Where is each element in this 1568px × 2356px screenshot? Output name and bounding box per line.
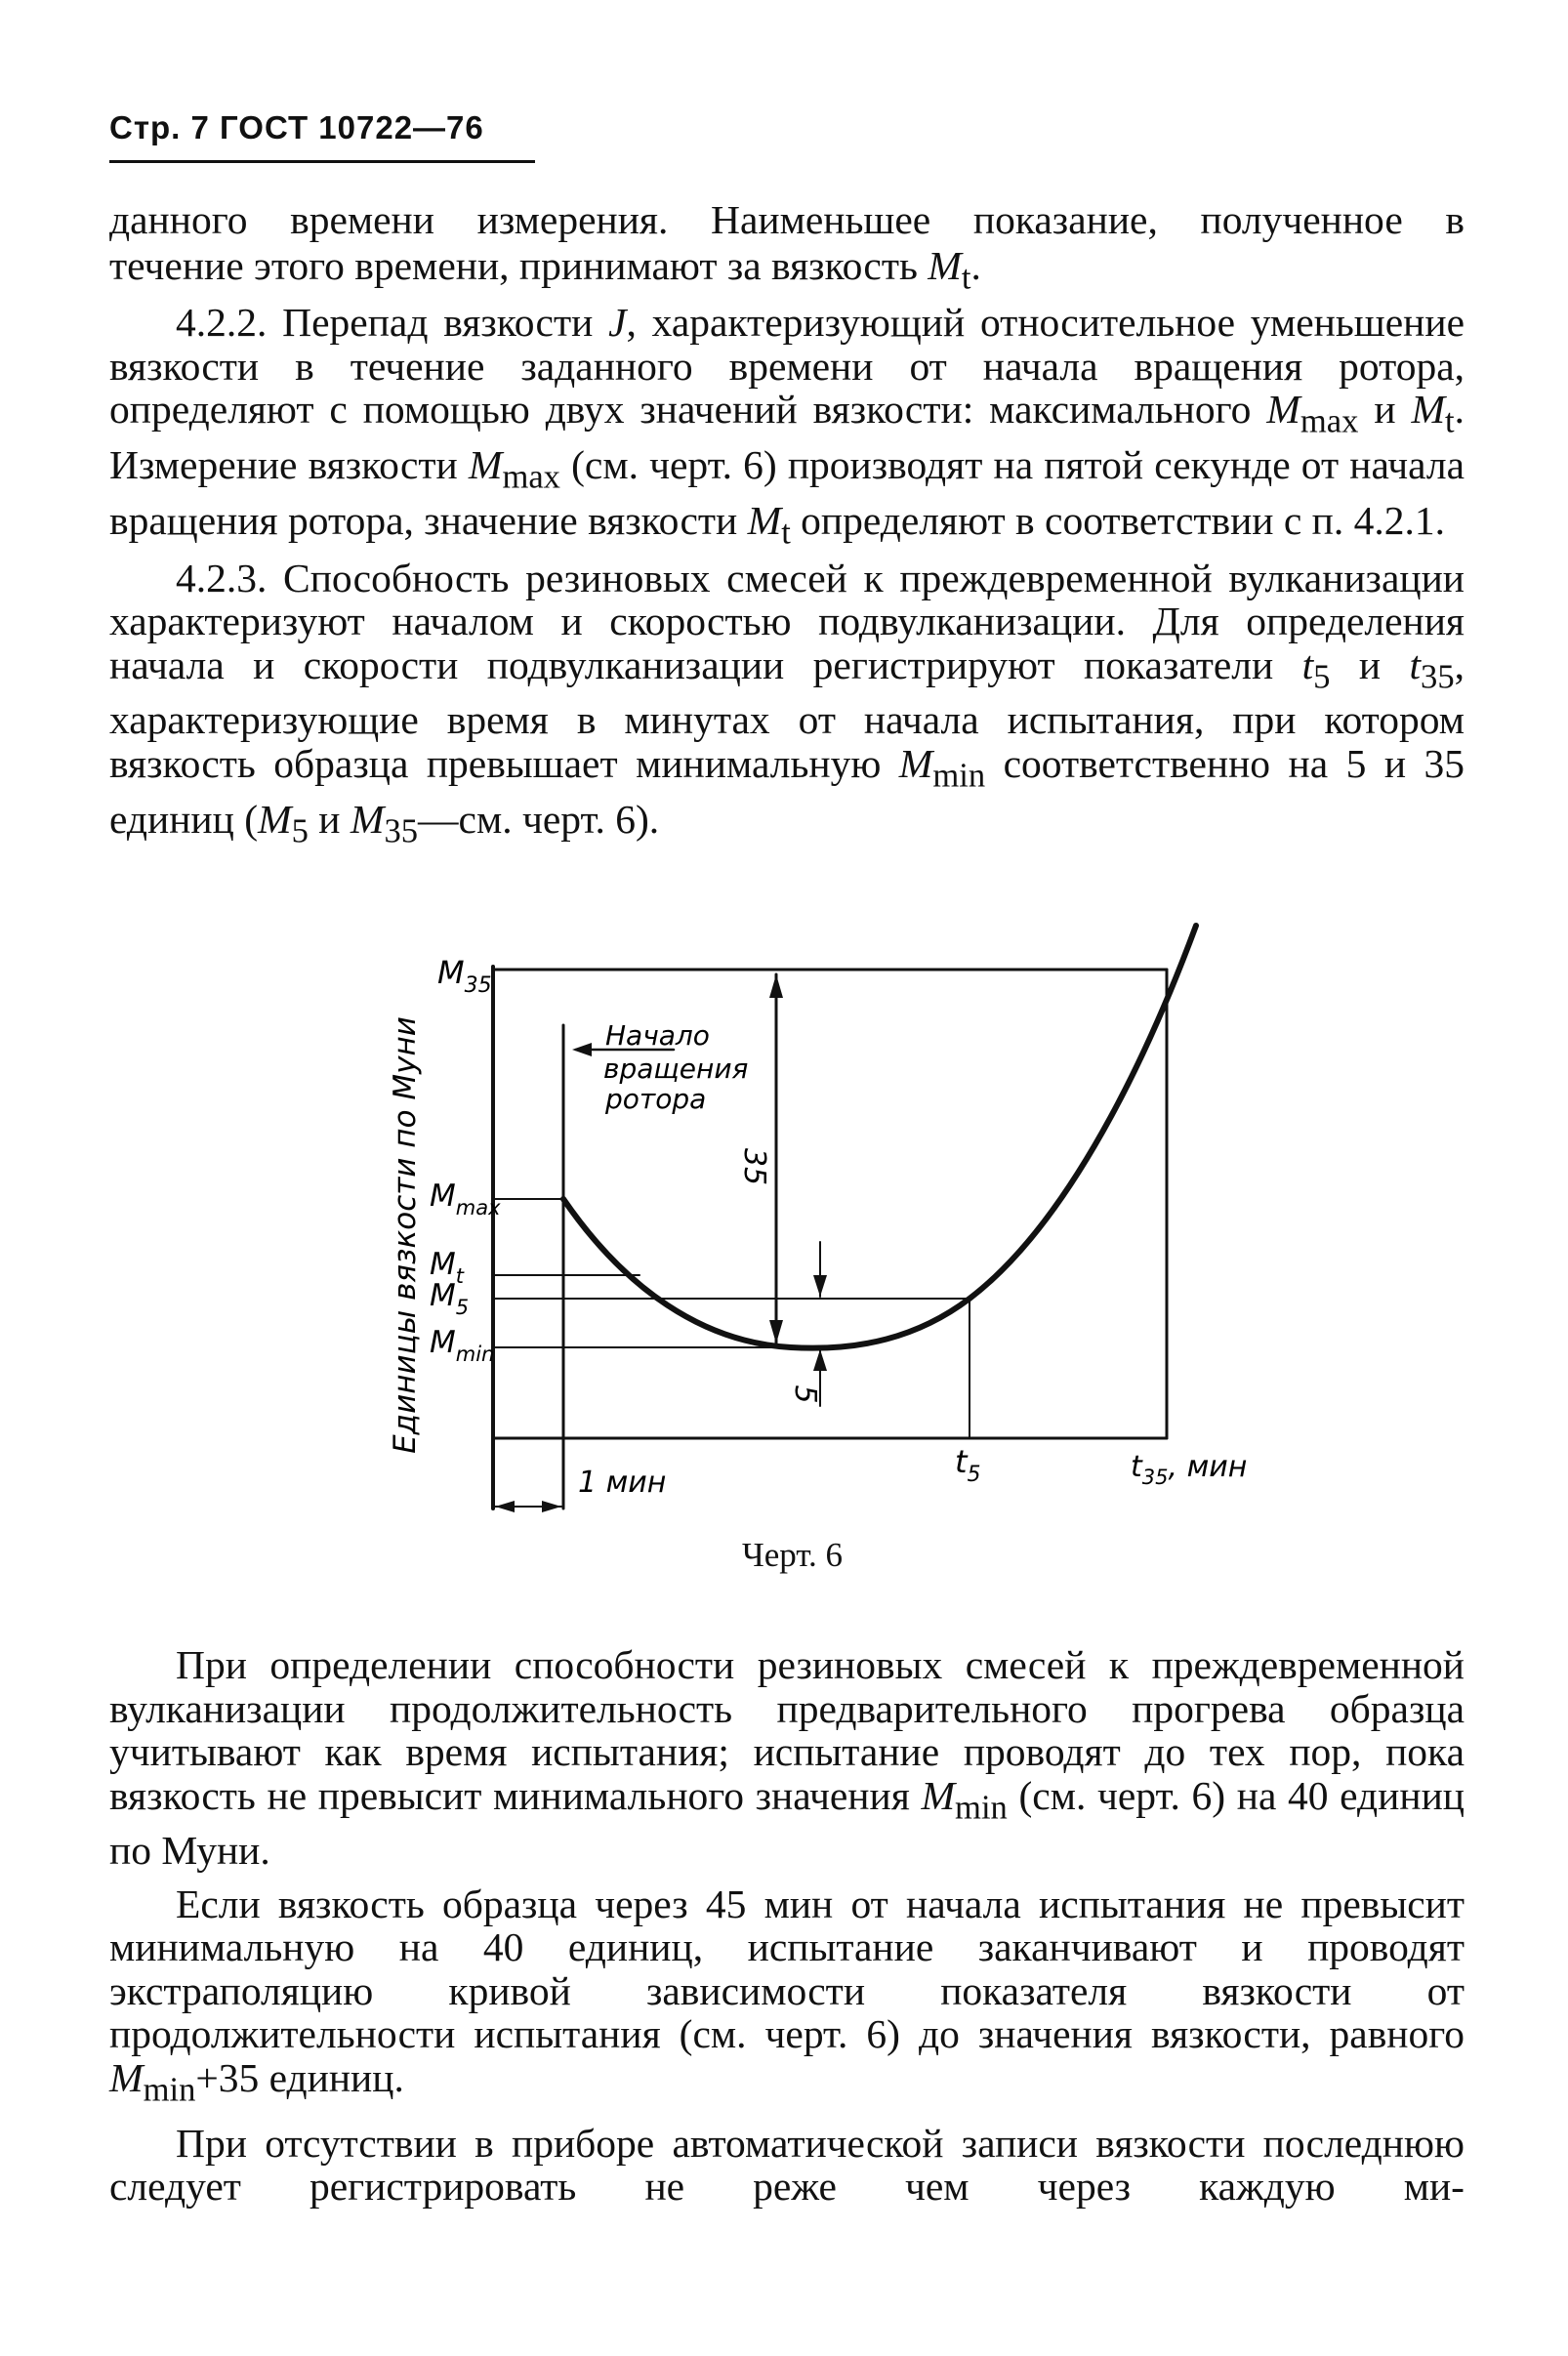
figure-caption: Черт. 6 [742, 1536, 843, 1574]
start-note-arrow-head [572, 1043, 592, 1056]
one-minute-label: 1 мин [578, 1466, 667, 1500]
dimension-35-arrow-top [769, 974, 783, 998]
dimension-5-label: 5 [788, 1385, 822, 1404]
dimension-5-arrow-top [813, 1275, 827, 1297]
page-header-text: Стр. 7 ГОСТ 10722—76 [109, 109, 484, 145]
start-note-line-2: вращения [603, 1053, 749, 1085]
paragraph-4-2-3: 4.2.3. Способность резиновых смесей к преждевременной вулканизации характеризуют началом и скоростью подвулканизации. Для определения начала и скорости подвулканизации регистрируют показатели $t_5$ и $t_{35}$, характеризующие время в минутах от начала испытания, при котором вязкость образца превышает минимальную $M_{min}$ соответственно на 5 и 35 единиц ($M_5$ и $M_{35}—см$. черт. 6). [109, 555, 1465, 850]
mt-label: $M_t$ [430, 1247, 464, 1288]
dimension-35-arrow-bottom [769, 1320, 783, 1343]
m5-label: $M_5$ [430, 1278, 470, 1319]
t5-label: $t_5$ [955, 1443, 981, 1487]
start-note-line-3: ротора [605, 1083, 707, 1115]
paragraph-manual-recording: При отсутствии в приборе автоматической записи вязкости последнюю следует регистрировать не реже чем через каждую ми- [109, 2120, 1465, 2210]
t35-label: $t_{35}$, мин [1131, 1450, 1248, 1489]
mmax-label: $M_{max}$ [430, 1178, 501, 1219]
mmin-label: $M_{min}$ [430, 1325, 495, 1366]
paragraph-preheat: При определении способности резиновых смесей к преждевременной вулканизации продолжительность предварительного прогрева образца учитывают как время испытания; испытание проводят до тех пор, пока вязкость не превысит минимального значения $M_{min}$ (см. черт. 6) на 40 единиц по Муни. [109, 1642, 1465, 1874]
paragraph-0-line-2: течение этого времени, принимают за вязкость $M_t$. [109, 242, 981, 296]
dimension-35-label: 35 [737, 1147, 771, 1186]
m35-label: $M_{35}$ [437, 954, 492, 998]
paragraph-extrapolation: Если вязкость образца через 45 мин от начала испытания не превысит минимальную на 40 единиц, испытание заканчивают и проводят экстраполяцию кривой зависимости показателя вязкости от продолжительности испытания (см. черт. 6) до значения вязкости, равного $M_{min}+35$ единиц. [109, 1881, 1465, 2109]
viscosity-curve [563, 926, 1196, 1348]
one-minute-arrow-left [495, 1501, 515, 1512]
one-minute-arrow-right [542, 1501, 561, 1512]
paragraph-4-2-2: 4.2.2. Перепад вязкости J, характеризующий относительное уменьшение вязкости в течение заданного времени от начала вращения ротора, определяют с помощью двух значений вязкости: максимального $M_{max}$ и $M_t$. Измерение вязкости $M_{max}$ (см. черт. 6) производят на пятой секунде от начала вращения ротора, значение вязкости $M_t$ определяют в соответствии с п. 4.2.1. [109, 300, 1465, 552]
start-note-line-1: Начало [605, 1019, 710, 1052]
text-block-bottom [109, 1643, 1465, 2211]
y-axis-label: Единицы вязкости по Муни [388, 1016, 423, 1454]
paragraph-0-line-1: данного времени измерения. Наименьшее показание, полученное в [109, 197, 1465, 242]
dimension-5-arrow-bottom [813, 1349, 827, 1371]
